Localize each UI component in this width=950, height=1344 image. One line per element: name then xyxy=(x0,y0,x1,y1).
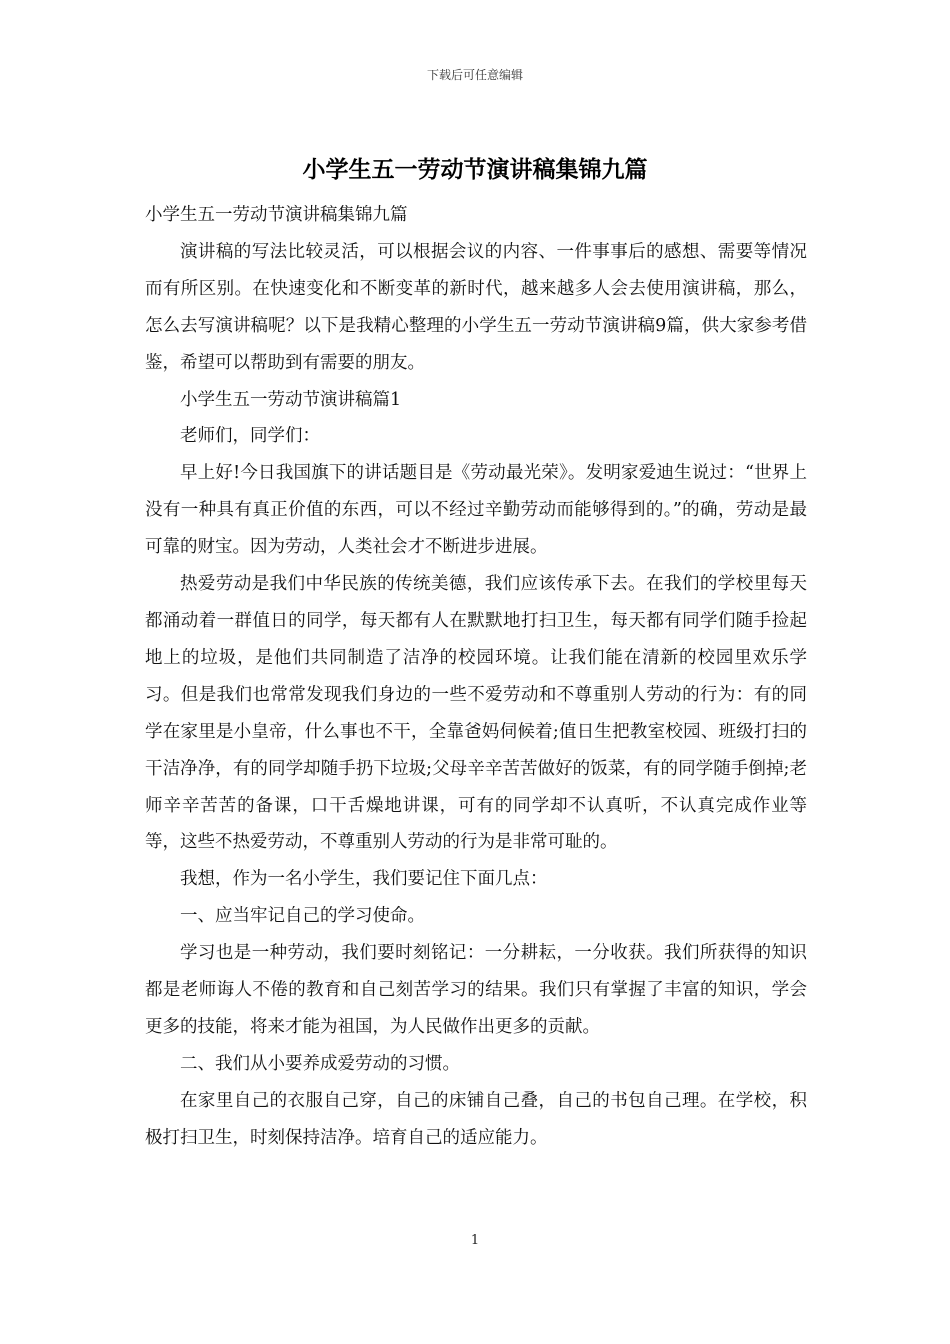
intro-paragraph: 演讲稿的写法比较灵活，可以根据会议的内容、一件事事后的感想、需要等情况而有所区别。在快速变化和不断变革的新时代，越来越多人会去使用演讲稿，那么，怎么去写演讲稿呢？以下是我精心整理的小学生五一劳动节演讲稿9篇，供大家参考借鉴，希望可以帮助到有需要的朋友。 xyxy=(145,241,807,373)
body-paragraph: 热爱劳动是我们中华民族的传统美德，我们应该传承下去。在我们的学校里每天都涌动着一群值日的同学，每天都有人在默默地打扫卫生，每天都有同学们随手捡起地上的垃圾，是他们共同制造了洁净的校园环境。让我们能在清新的校园里欢乐学习。但是我们也常常发现我们身边的一些不爱劳动和不尊重别人劳动的行为：有的同学在家里是小皇帝，什么事也不干，全靠爸妈伺候着;值日生把教室校园、班级打扫的干洁净净，有的同学却随手扔下垃圾;父母辛辛苦苦做好的饭菜，有的同学随手倒掉;老师辛辛苦苦的备课，口干舌燥地讲课，可有的同学却不认真听，不认真完成作业等等，这些不热爱劳动，不尊重别人劳动的行为是非常可耻的。 xyxy=(145,574,807,853)
point-heading: 一、应当牢记自己的学习使命。 xyxy=(180,906,425,927)
page-number: 1 xyxy=(470,1233,480,1248)
point-heading: 二、我们从小要养成爱劳动的习惯。 xyxy=(180,1053,460,1074)
body-paragraph: 早上好!今日我国旗下的讲话题目是《劳动最光荣》。发明家爱迪生说过：“世界上没有一种具有真正价值的东西，可以不经过辛勤劳动而能够得到的。”的确，劳动是最可靠的财宝。因为劳动，人类社会才不断进步进展。 xyxy=(145,463,807,558)
header-note: 下载后可任意编辑 xyxy=(426,68,523,82)
body-paragraph: 学习也是一种劳动，我们要时刻铭记：一分耕耘，一分收获。我们所获得的知识都是老师诲人不倦的教育和自己刻苦学习的结果。我们只有掌握了丰富的知识，学会更多的技能，将来才能为祖国，为人民做作出更多的贡献。 xyxy=(145,943,807,1037)
document-title: 小学生五一劳动节演讲稿集锦九篇 xyxy=(302,156,648,183)
section-heading: 小学生五一劳动节演讲稿篇1 xyxy=(180,389,402,410)
salutation: 老师们，同学们： xyxy=(180,426,320,447)
document-body xyxy=(145,197,807,1157)
body-paragraph: 在家里自己的衣服自己穿，自己的床铺自己叠，自己的书包自己理。在学校，积极打扫卫生，时刻保持洁净。培育自己的适应能力。 xyxy=(145,1090,807,1148)
subtitle-line: 小学生五一劳动节演讲稿集锦九篇 xyxy=(145,205,408,225)
body-paragraph: 我想，作为一名小学生，我们要记住下面几点： xyxy=(180,869,548,890)
